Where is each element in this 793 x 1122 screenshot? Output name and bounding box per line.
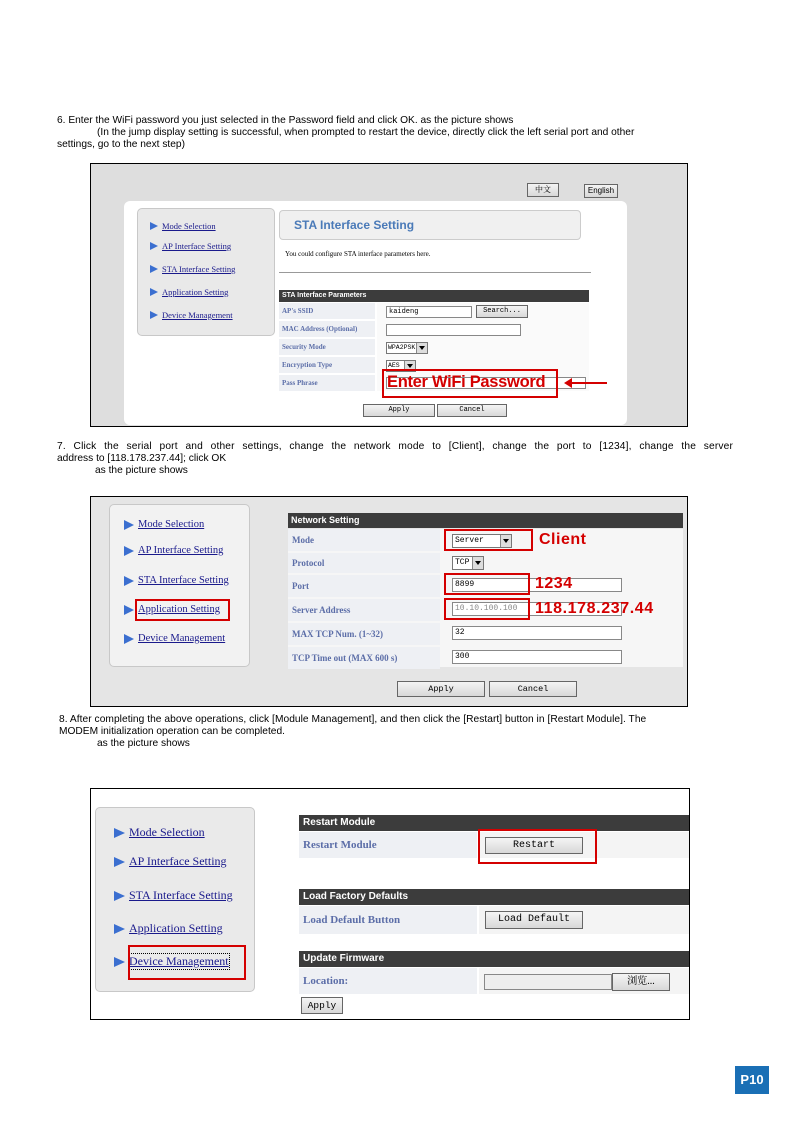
step7-text: 7. Click the serial port and other settings, change the network mode to [Client], change the port to [1234], change the server bbox=[57, 441, 733, 452]
menu-mode-selection[interactable]: Mode Selection bbox=[150, 221, 216, 231]
menu-mode-selection[interactable]: Mode Selection bbox=[114, 825, 205, 840]
load-default-label: Load Default Button bbox=[299, 906, 477, 934]
update-firmware-header: Update Firmware bbox=[299, 951, 689, 967]
highlight-server-address bbox=[444, 598, 530, 620]
label-passphrase: Pass Phrase bbox=[279, 375, 375, 391]
load-defaults-header: Load Factory Defaults bbox=[299, 889, 689, 905]
menu-device-management[interactable]: Device Management bbox=[150, 310, 233, 320]
step7-cont: address to [118.178.237.44]; click OK bbox=[57, 453, 227, 464]
mac-input[interactable] bbox=[386, 324, 521, 336]
arrow-right-icon bbox=[124, 520, 134, 530]
label-mac: MAC Address (Optional) bbox=[279, 321, 375, 337]
restart-label: Restart Module bbox=[299, 832, 477, 858]
arrow-right-icon bbox=[114, 924, 125, 934]
step8-instructions bbox=[59, 714, 735, 750]
page-description: You could configure STA interface parameters here. bbox=[285, 250, 431, 258]
menu-sta-interface[interactable]: STA Interface Setting bbox=[150, 264, 235, 274]
client-annotation: Client bbox=[539, 531, 587, 548]
menu-ap-interface[interactable]: AP Interface Setting bbox=[124, 545, 223, 556]
menu-device-management[interactable]: Device Management bbox=[114, 954, 229, 969]
table-header: STA Interface Parameters bbox=[279, 290, 589, 302]
step8-text: 8. After completing the above operations, click [Module Management], and then click the [Restart] button in [Restart Module]. The bbox=[59, 714, 647, 725]
menu-application[interactable]: Application Setting bbox=[150, 287, 228, 297]
lang-en-button[interactable]: English bbox=[584, 184, 618, 198]
encryption-select[interactable]: AES bbox=[386, 360, 416, 372]
firmware-apply-button[interactable]: Apply bbox=[301, 997, 343, 1014]
divider bbox=[279, 272, 591, 273]
security-select[interactable]: WPA2PSK bbox=[386, 342, 428, 354]
side-menu bbox=[109, 504, 250, 667]
network-setting-screenshot bbox=[90, 496, 688, 707]
label-port: Port bbox=[288, 575, 440, 597]
table-header: Network Setting bbox=[288, 513, 683, 528]
step7-instructions bbox=[57, 441, 733, 477]
ssid-input[interactable]: kaideng bbox=[386, 306, 472, 318]
arrow-right-icon bbox=[124, 546, 134, 556]
port-input[interactable]: 8899 bbox=[452, 578, 622, 592]
step6-instructions bbox=[57, 115, 733, 151]
firmware-file-input[interactable] bbox=[484, 974, 612, 990]
arrow-right-icon bbox=[114, 857, 125, 867]
label-tcp-timeout: TCP Time out (MAX 600 s) bbox=[288, 647, 440, 669]
highlight-mode bbox=[444, 529, 533, 551]
menu-ap-interface[interactable]: AP Interface Setting bbox=[114, 854, 227, 869]
arrow-right-icon bbox=[114, 828, 125, 838]
chevron-down-icon bbox=[472, 557, 483, 569]
label-ssid: AP's SSID bbox=[279, 303, 375, 319]
menu-device-management[interactable]: Device Management bbox=[124, 633, 225, 644]
enter-password-annotation: Enter WiFi Password bbox=[387, 373, 546, 391]
step8-indent: as the picture shows bbox=[97, 738, 190, 749]
arrow-left-icon bbox=[571, 382, 607, 384]
step8-cont: MODEM initialization operation can be completed. bbox=[59, 726, 285, 737]
page-title: STA Interface Setting bbox=[294, 218, 415, 232]
load-default-button[interactable]: Load Default bbox=[485, 911, 583, 929]
server-address-annotation: 118.178.237.44 bbox=[535, 600, 654, 617]
arrow-right-icon bbox=[114, 957, 125, 967]
apply-button[interactable]: Apply bbox=[363, 404, 435, 417]
search-button[interactable]: Search... bbox=[476, 305, 528, 318]
step6-text: 6. Enter the WiFi password you just selected in the Password field and click OK. as the picture shows bbox=[57, 115, 514, 126]
browse-button[interactable]: 浏览... bbox=[612, 973, 670, 991]
highlight-application-setting bbox=[135, 599, 230, 621]
highlight-port bbox=[444, 573, 530, 595]
menu-sta-interface[interactable]: STA Interface Setting bbox=[114, 888, 233, 903]
highlight-restart bbox=[478, 829, 597, 864]
page-number-badge: P10 bbox=[735, 1066, 769, 1094]
highlight-device-management bbox=[128, 945, 246, 980]
arrow-right-icon bbox=[124, 605, 134, 615]
cancel-button[interactable]: Cancel bbox=[437, 404, 507, 417]
chevron-down-icon bbox=[416, 343, 427, 353]
protocol-select[interactable]: TCP bbox=[452, 556, 484, 570]
lang-cn-button[interactable]: 中文 bbox=[527, 183, 559, 197]
arrow-right-icon bbox=[150, 265, 158, 273]
menu-mode-selection[interactable]: Mode Selection bbox=[124, 519, 204, 530]
tcp-timeout-input[interactable]: 300 bbox=[452, 650, 622, 664]
side-menu bbox=[137, 208, 275, 336]
max-tcp-input[interactable]: 32 bbox=[452, 626, 622, 640]
arrow-right-icon bbox=[150, 222, 158, 230]
menu-sta-interface[interactable]: STA Interface Setting bbox=[124, 575, 229, 586]
page-title-box bbox=[279, 210, 581, 240]
label-protocol: Protocol bbox=[288, 553, 440, 573]
cancel-button[interactable]: Cancel bbox=[489, 681, 577, 697]
arrow-right-icon bbox=[124, 634, 134, 644]
restart-header: Restart Module bbox=[299, 815, 689, 831]
menu-application[interactable]: Application Setting bbox=[124, 604, 220, 615]
arrow-right-icon bbox=[150, 288, 158, 296]
device-management-screenshot bbox=[90, 788, 690, 1020]
menu-application[interactable]: Application Setting bbox=[114, 921, 223, 936]
location-label: Location: bbox=[299, 968, 477, 994]
step6-cont: settings, go to the next step) bbox=[57, 139, 185, 150]
arrow-right-icon bbox=[114, 891, 125, 901]
arrow-right-icon bbox=[124, 576, 134, 586]
port-annotation: 1234 bbox=[535, 575, 573, 592]
apply-button[interactable]: Apply bbox=[397, 681, 485, 697]
arrow-right-icon bbox=[150, 311, 158, 319]
label-encryption: Encryption Type bbox=[279, 357, 375, 373]
step6-indent: (In the jump display setting is successful, when prompted to restart the device, directly click the left serial port and other bbox=[97, 127, 635, 138]
mode-select[interactable]: Server bbox=[452, 534, 512, 548]
label-server-address: Server Address bbox=[288, 599, 440, 621]
server-address-input[interactable]: 10.10.100.100 bbox=[452, 602, 622, 616]
sta-setting-screenshot bbox=[90, 163, 688, 427]
label-mode: Mode bbox=[288, 529, 440, 551]
arrow-right-icon bbox=[150, 242, 158, 250]
restart-button[interactable]: Restart bbox=[485, 837, 583, 854]
step7-indent: as the picture shows bbox=[95, 465, 188, 476]
label-security: Security Mode bbox=[279, 339, 375, 355]
label-max-tcp: MAX TCP Num. (1~32) bbox=[288, 623, 440, 645]
menu-ap-interface[interactable]: AP Interface Setting bbox=[150, 241, 231, 251]
